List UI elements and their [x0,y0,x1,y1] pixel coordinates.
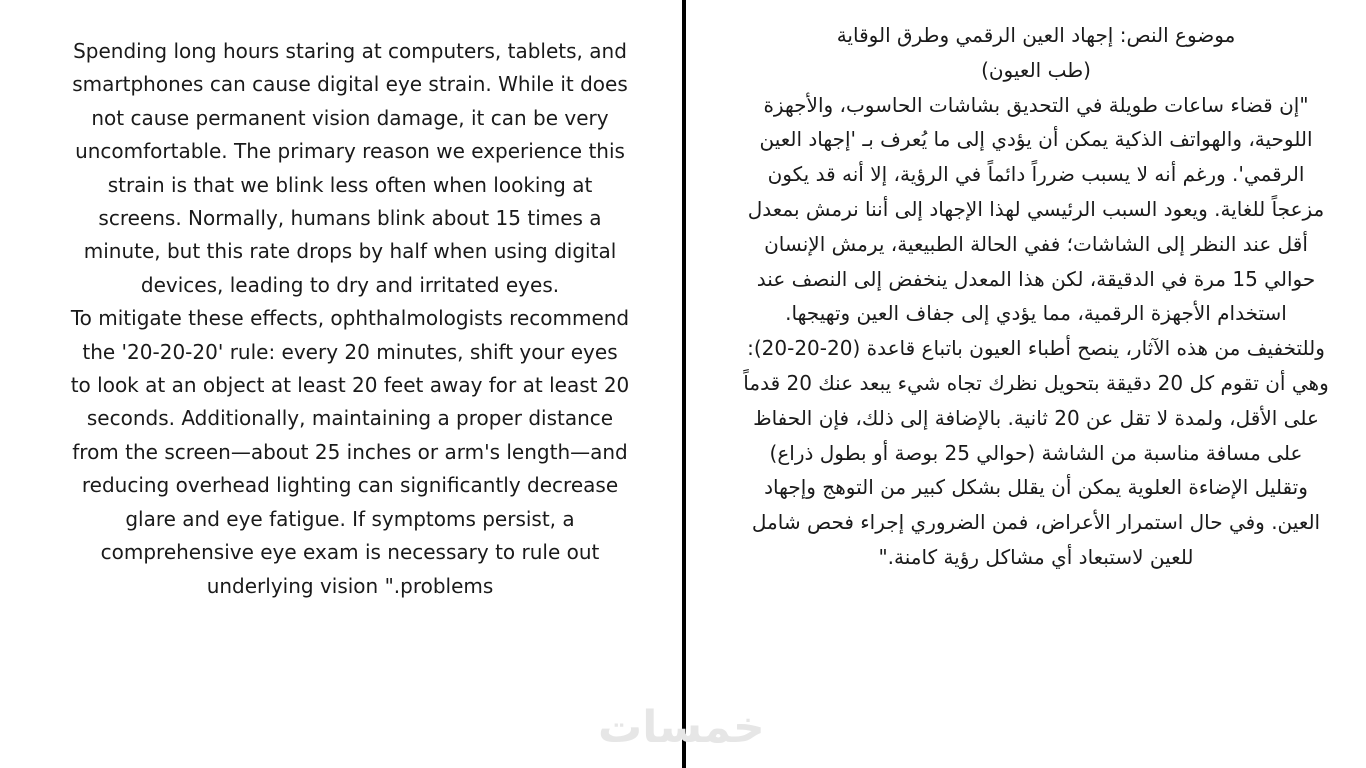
column-divider [682,0,686,768]
arabic-text-column [742,18,1330,575]
arabic-category: (طب العيون) [981,57,1091,82]
arabic-paragraph: "إن قضاء ساعات طويلة في التحديق بشاشات الحاسوب، والأجهزة اللوحية، والهواتف الذكية يمكن أن يؤدي إلى ما يُعرف بـ 'إجهاد العين الرقمي'. ورغم أنه لا يسبب ضرراً دائماً في الرؤية، إلا أنه قد يكون مزعجاً للغاية. ويعود السبب الرئيسي لهذا الإجهاد إلى أننا نرمش بمعدل أقل عند النظر إلى الشاشات؛ ففي الحالة الطبيعية، يرمش الإنسان حوالي 15 مرة في الدقيقة، لكن هذا المعدل ينخفض إلى النصف عند استخدام الأجهزة الرقمية، مما يؤدي إلى جفاف العين وتهيجها. [747,92,1325,326]
english-text-column [70,35,630,603]
arabic-paragraph: وللتخفيف من هذه الآثار، ينصح أطباء العيون باتباع قاعدة (20-20-20): وهي أن تقوم كل 20 دقيقة بتحويل نظرك تجاه شيء يبعد عنك 20 قدماً على الأقل، ولمدة لا تقل عن 20 ثانية. بالإضافة إلى ذلك، فإن الحفاظ على مسافة مناسبة من الشاشة (حوالي 25 بوصة أو بطول ذراع) وتقليل الإضاءة العلوية يمكن أن يقلل بشكل كبير من التوهج وإجهاد العين. وفي حال استمرار الأعراض، فمن الضروري إجراء فحص شامل للعين لاستبعاد أي مشاكل رؤية كامنة." [743,336,1329,569]
english-paragraph: Spending long hours staring at computers, tablets, and smartphones can cause digital eye strain. While it does not cause permanent vision damage, it can be very uncomfortable. The primary reason we experience this strain is that we blink less often when looking at screens. Normally, humans blink about 15 times a minute, but this rate drops by half when using digital devices, leading to dry and irritated eyes. [72,39,628,297]
arabic-topic-heading: موضوع النص: إجهاد العين الرقمي وطرق الوقاية [836,23,1236,47]
watermark-logo: خمسات [598,702,765,753]
english-paragraph: To mitigate these effects, ophthalmologists recommend the '20-20-20' rule: every 20 minutes, shift your eyes to look at an object at least 20 feet away for at least 20 seconds. Additionally, maintaining a proper distance from the screen—about 25 inches or arm's length—and reducing overhead lighting can significantly decrease glare and eye fatigue. If symptoms persist, a comprehensive eye exam is necessary to rule out underlying vision ".problems [70,306,630,598]
